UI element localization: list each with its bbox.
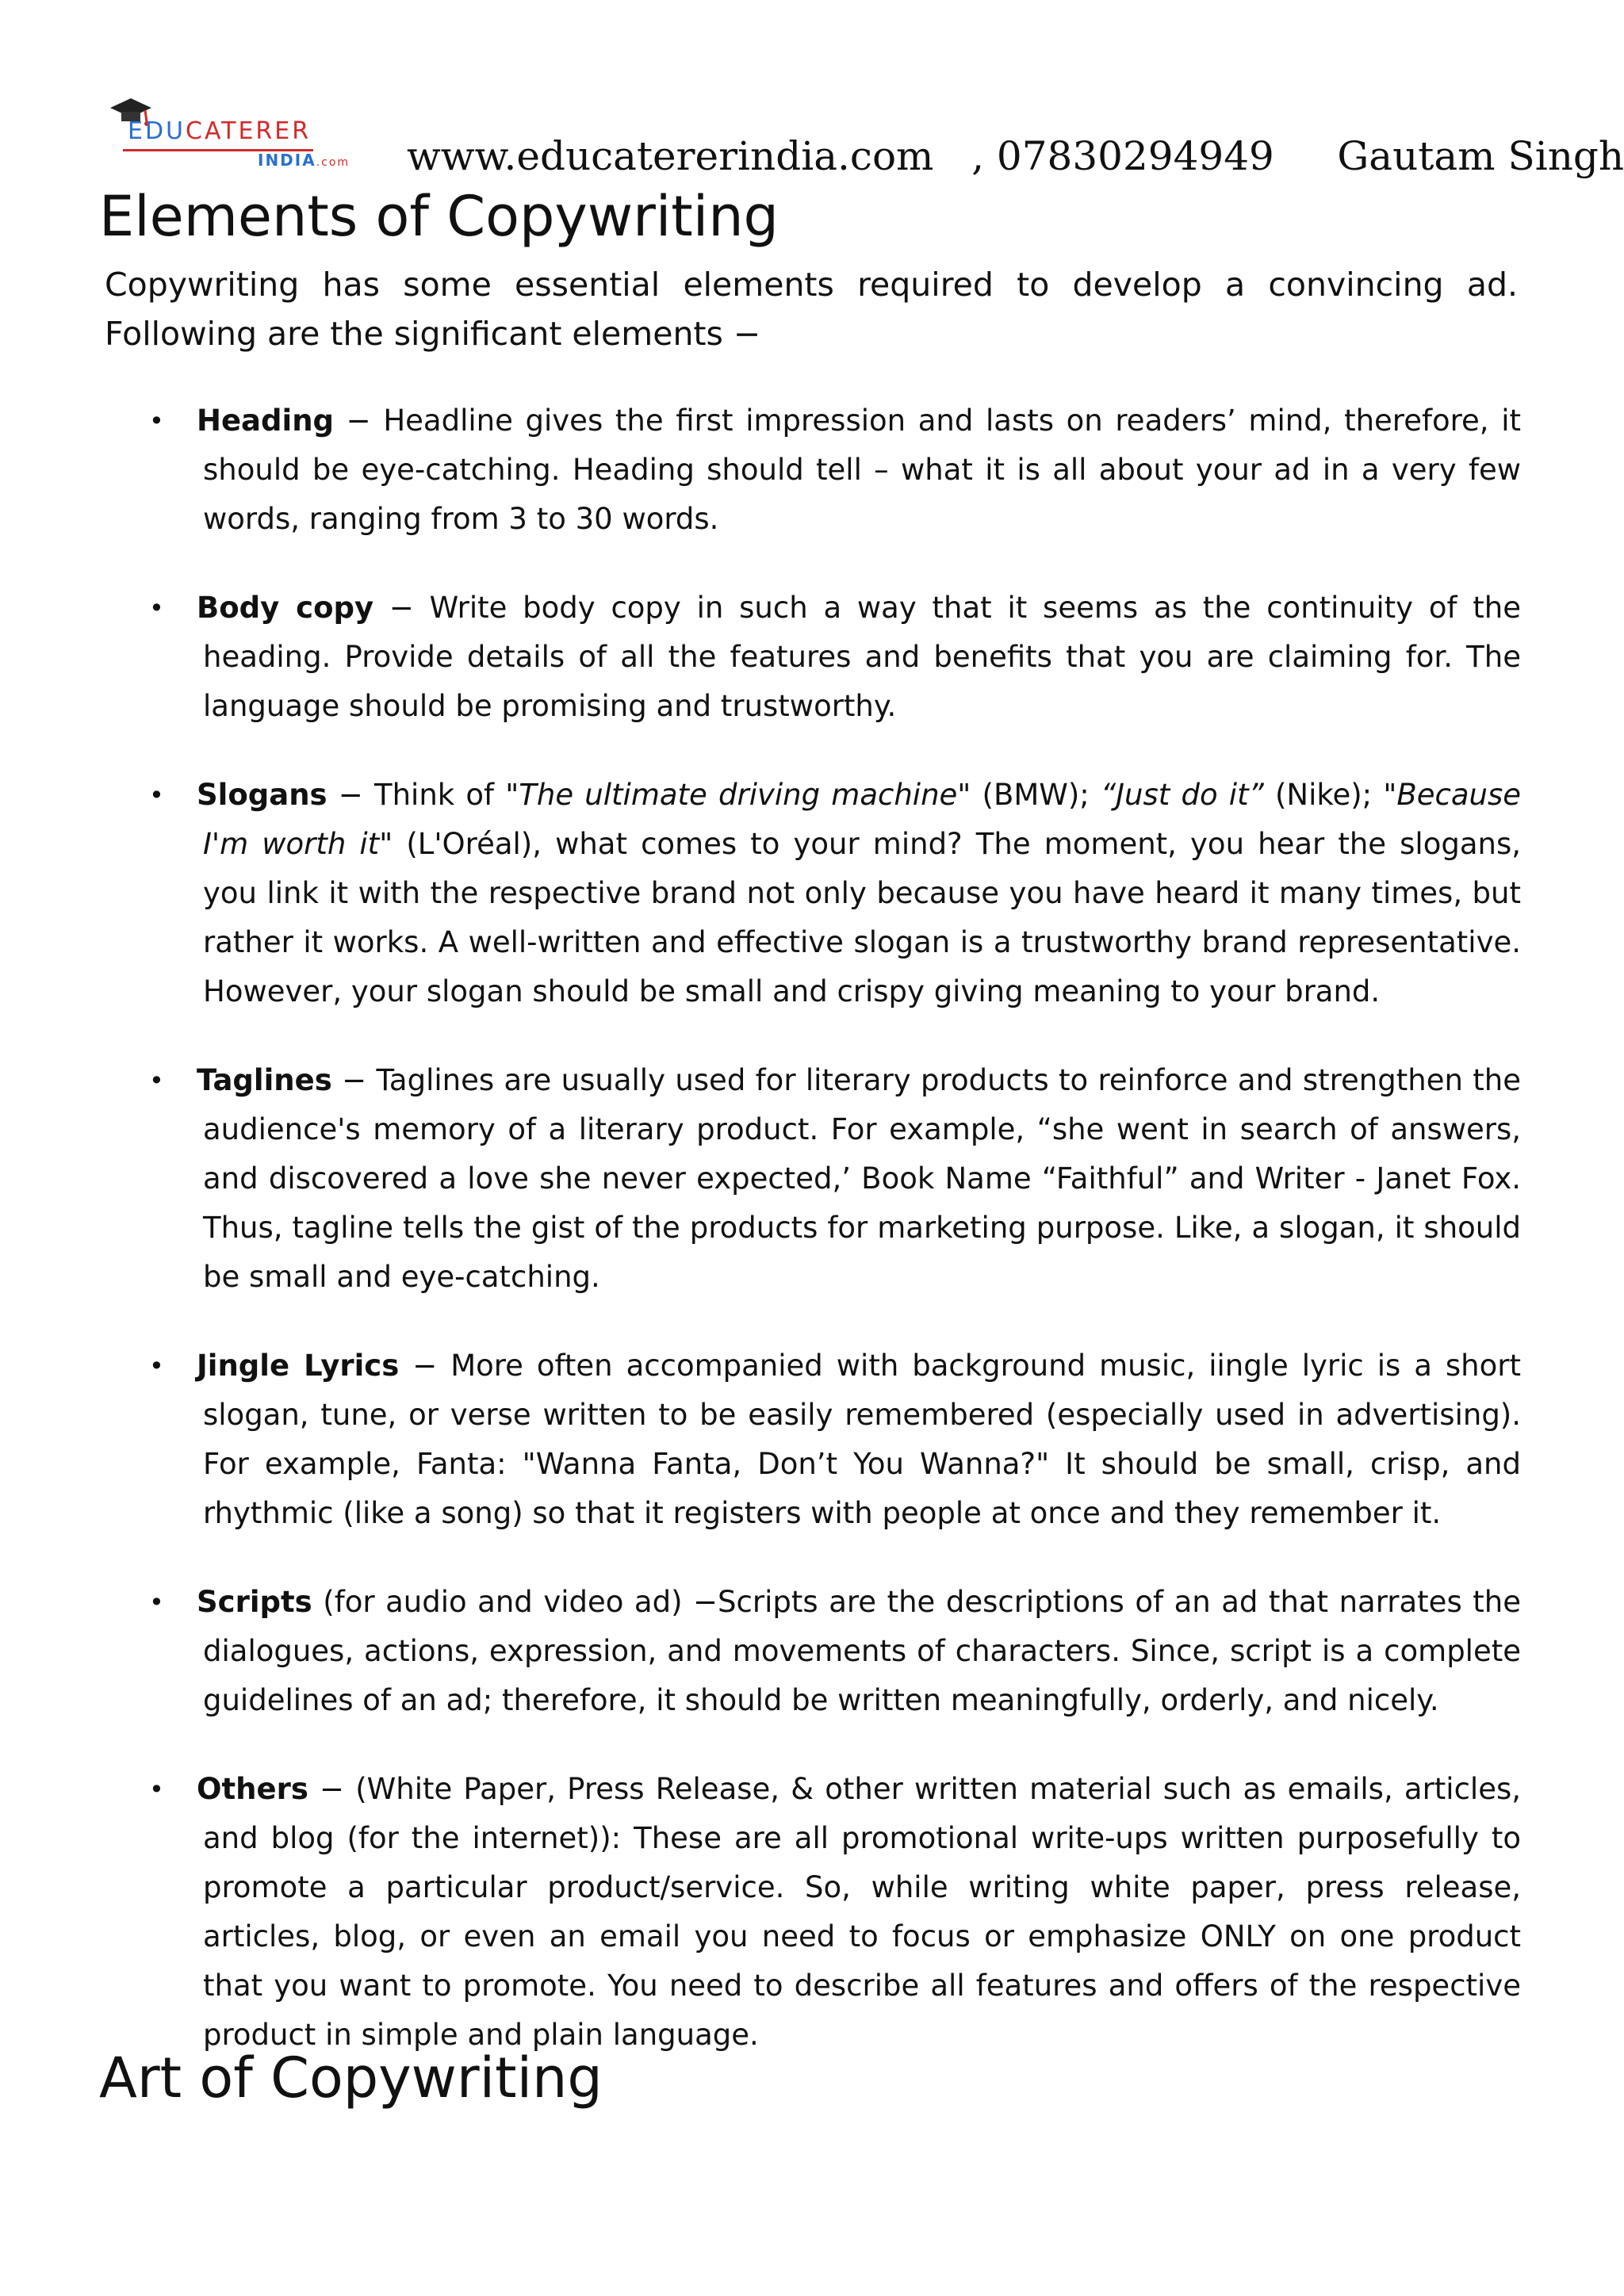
- item-term: Taglines: [197, 1063, 332, 1097]
- item-text: − Think of: [327, 778, 506, 812]
- elements-list: [0, 396, 1624, 2099]
- bullet-icon: •: [149, 1587, 164, 1617]
- slogan-bmw: "The ultimate driving machine": [505, 778, 971, 812]
- item-text: − Write body copy in such a way that it seems as the continuity of the heading. Provide details of all the features and benefits that you are claiming for. The language should be promising and trustworthy.: [203, 591, 1521, 723]
- bullet-icon: •: [149, 1351, 164, 1381]
- item-term: Body copy: [197, 591, 374, 625]
- page-title: Elements of Copywriting: [99, 184, 779, 249]
- slogan-loreal: "Because I'm worth it: [203, 778, 1522, 861]
- item-text: (for audio and video ad) −Scripts are the descriptions of an ad that narrates the dialogues, actions, expression, and movements of characters. Since, script is a complete guidelines of an ad; therefore, it should be written meaningfully, orderly, and nicely.: [203, 1585, 1521, 1717]
- item-term: Others: [197, 1772, 308, 1806]
- list-item-others: [0, 1765, 1624, 2060]
- item-term: Heading: [197, 404, 335, 438]
- item-term: Jingle Lyrics: [197, 1349, 400, 1383]
- intro-paragraph: Copywriting has some essential elements required to develop a convincing ad. Following are the significant elements −: [105, 266, 1518, 353]
- slogan-nike: “Just do it”: [1100, 778, 1264, 812]
- bullet-icon: •: [149, 593, 164, 623]
- list-item-heading: [0, 396, 1624, 544]
- logo-wordmark-top: EDUCATERER: [128, 117, 312, 145]
- bullet-icon: •: [149, 780, 164, 810]
- item-term: Slogans: [197, 778, 327, 812]
- list-item-scripts: [0, 1578, 1624, 1725]
- logo-wordmark-bottom: INDIA.com: [258, 151, 350, 170]
- item-text: (BMW);: [971, 778, 1101, 812]
- item-text: − (White Paper, Press Release, & other written material such as emails, articles, and blog (for the internet)): These are all promotional write-ups written purposefully to promote a particular product/service. So, while writing white paper, press release, articles, blog, or even an email you need to focus or emphasize ONLY on one product that you want to promote. You need to describe all features and offers of the respective product in simple and plain language.: [203, 1772, 1521, 2052]
- item-text: − Headline gives the first impression and lasts on readers’ mind, therefore, it should be eye-catching. Heading should tell – what it is all about your ad in a very few words, ranging from 3 to 30 words.: [203, 404, 1521, 536]
- item-text: − More often accompanied with background music, iingle lyric is a short slogan, tune, or verse written to be easily remembered (especially used in advertising). For example, Fanta: "Wanna Fanta, Don’t You Wanna?" It should be small, crisp, and rhythmic (like a song) so that it registers with people at once and they remember it.: [203, 1349, 1521, 1530]
- list-item-slogans: [0, 771, 1624, 1016]
- section-title-art: Art of Copywriting: [99, 2045, 603, 2110]
- bullet-icon: •: [149, 1066, 164, 1096]
- header-contact: www.educatererindia.com , 07830294949 Gautam Singh: [407, 133, 1624, 179]
- bullet-icon: •: [149, 406, 164, 436]
- item-text: (Nike);: [1263, 778, 1384, 812]
- item-term: Scripts: [197, 1585, 312, 1619]
- list-item-jingle-lyrics: [0, 1341, 1624, 1538]
- bullet-icon: •: [149, 1774, 164, 1804]
- list-item-taglines: [0, 1056, 1624, 1302]
- page-header: [99, 95, 1624, 190]
- list-item-body-copy: [0, 584, 1624, 731]
- item-text: − Taglines are usually used for literary products to reinforce and strengthen the audience's memory of a literary product. For example, “she went in search of answers, and discovered a love she never expected,’ Book Name “Faithful” and Writer - Janet Fox. Thus, tagline tells the gist of the products for marketing purpose. Like, a slogan, it should be small and eye-catching.: [203, 1063, 1521, 1294]
- educaterer-logo[interactable]: [99, 95, 385, 174]
- item-text: " (L'Oréal), what comes to your mind? The moment, you hear the slogans, you link it with the respective brand not only because you have heard it many times, but rather it works. A well-written and effective slogan is a trustworthy brand representative. However, your slogan should be small and crispy giving meaning to your brand.: [203, 827, 1521, 1008]
